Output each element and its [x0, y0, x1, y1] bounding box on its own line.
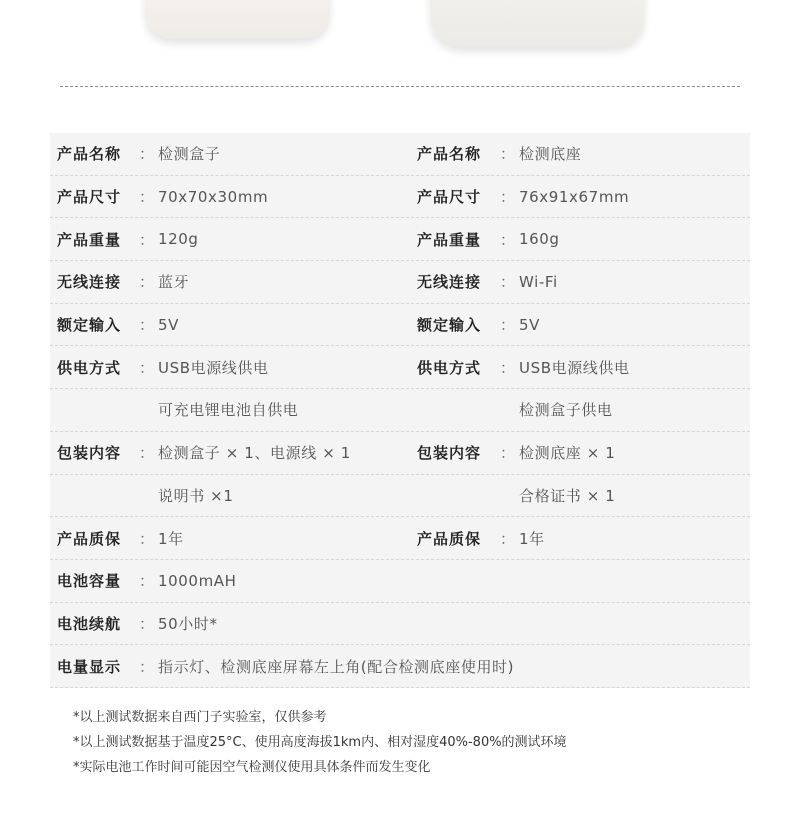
- spec-separator: ：: [139, 657, 155, 676]
- spec-separator: ：: [139, 145, 155, 164]
- spec-separator: ：: [139, 614, 155, 633]
- spec-label: 额定输入: [417, 316, 482, 335]
- spec-value: 1年: [519, 529, 545, 548]
- spec-value: 检测盒子: [158, 145, 221, 164]
- spec-row: [50, 432, 750, 475]
- spec-label: 包装内容: [417, 444, 482, 463]
- spec-row: [50, 517, 750, 560]
- spec-row: [50, 218, 750, 261]
- section-divider: [60, 86, 740, 87]
- spec-value: 检测盒子 × 1、电源线 × 1: [158, 444, 351, 463]
- spec-label: 产品重量: [417, 230, 482, 249]
- spec-value: 合格证书 × 1: [519, 486, 616, 505]
- spec-value: 120g: [158, 230, 199, 249]
- spec-label: 产品名称: [57, 145, 122, 164]
- spec-separator: ：: [500, 188, 516, 207]
- spec-label: 产品尺寸: [417, 188, 482, 207]
- spec-value: 70x70x30mm: [158, 187, 269, 206]
- footnote: *实际电池工作时间可能因空气检测仪使用具体条件而发生变化: [73, 760, 431, 775]
- spec-label: 产品质保: [417, 529, 482, 548]
- detection-box-image: [145, 0, 330, 38]
- spec-separator: ：: [500, 358, 516, 377]
- spec-value: 160g: [519, 230, 560, 249]
- spec-value: 5V: [519, 315, 541, 334]
- spec-value: 蓝牙: [158, 273, 190, 292]
- spec-value: 5V: [158, 315, 180, 334]
- spec-value: 1年: [158, 529, 184, 548]
- spec-value: 指示灯、检测底座屏幕左上角(配合检测底座使用时): [158, 657, 515, 676]
- spec-value: 50小时*: [158, 614, 218, 633]
- spec-row: [50, 304, 750, 347]
- spec-row: [50, 389, 750, 432]
- spec-separator: ：: [500, 529, 516, 548]
- spec-separator: ：: [500, 230, 516, 249]
- spec-row: [50, 603, 750, 646]
- spec-label: 电池续航: [57, 614, 122, 633]
- spec-row: [50, 176, 750, 219]
- spec-row: [50, 645, 750, 688]
- spec-value: 76x91x67mm: [519, 187, 630, 206]
- spec-label: 产品重量: [57, 230, 122, 249]
- spec-label: 电池容量: [57, 572, 122, 591]
- spec-value: 1000mAH: [158, 571, 237, 590]
- spec-row: [50, 133, 750, 176]
- spec-separator: ：: [500, 316, 516, 335]
- spec-separator: ：: [139, 444, 155, 463]
- detection-base-image: [430, 0, 645, 46]
- spec-label: 产品质保: [57, 529, 122, 548]
- spec-separator: ：: [500, 273, 516, 292]
- spec-separator: ：: [139, 230, 155, 249]
- spec-value: USB电源线供电: [519, 358, 630, 377]
- spec-label: 产品尺寸: [57, 188, 122, 207]
- spec-separator: ：: [139, 358, 155, 377]
- spec-row: [50, 346, 750, 389]
- spec-value: USB电源线供电: [158, 358, 269, 377]
- spec-separator: ：: [139, 273, 155, 292]
- spec-value: 检测底座: [519, 145, 582, 164]
- spec-separator: ：: [139, 572, 155, 591]
- spec-value: Wi-Fi: [519, 272, 558, 291]
- spec-label: 电量显示: [57, 657, 122, 676]
- spec-separator: ：: [500, 444, 516, 463]
- spec-label: 包装内容: [57, 444, 122, 463]
- footnote: *以上测试数据基于温度25°C、使用高度海拔1km内、相对湿度40%-80%的测试环境: [73, 735, 567, 750]
- spec-label: 供电方式: [57, 358, 122, 377]
- spec-separator: ：: [500, 145, 516, 164]
- spec-label: 额定输入: [57, 316, 122, 335]
- spec-value: 检测底座 × 1: [519, 444, 616, 463]
- spec-value: 说明书 ×1: [158, 486, 234, 505]
- spec-row: [50, 560, 750, 603]
- spec-separator: ：: [139, 188, 155, 207]
- spec-table: [50, 133, 750, 688]
- spec-value: 检测盒子供电: [519, 401, 613, 420]
- spec-label: 供电方式: [417, 358, 482, 377]
- spec-label: 无线连接: [417, 273, 482, 292]
- spec-row: [50, 261, 750, 304]
- footnote: *以上测试数据来自西门子实验室，仅供参考: [73, 710, 327, 725]
- footnotes: [73, 705, 567, 780]
- spec-value: 可充电锂电池自供电: [158, 401, 299, 420]
- spec-label: 无线连接: [57, 273, 122, 292]
- spec-separator: ：: [139, 529, 155, 548]
- spec-row: [50, 475, 750, 518]
- spec-separator: ：: [139, 316, 155, 335]
- product-photos: [0, 0, 790, 60]
- spec-label: 产品名称: [417, 145, 482, 164]
